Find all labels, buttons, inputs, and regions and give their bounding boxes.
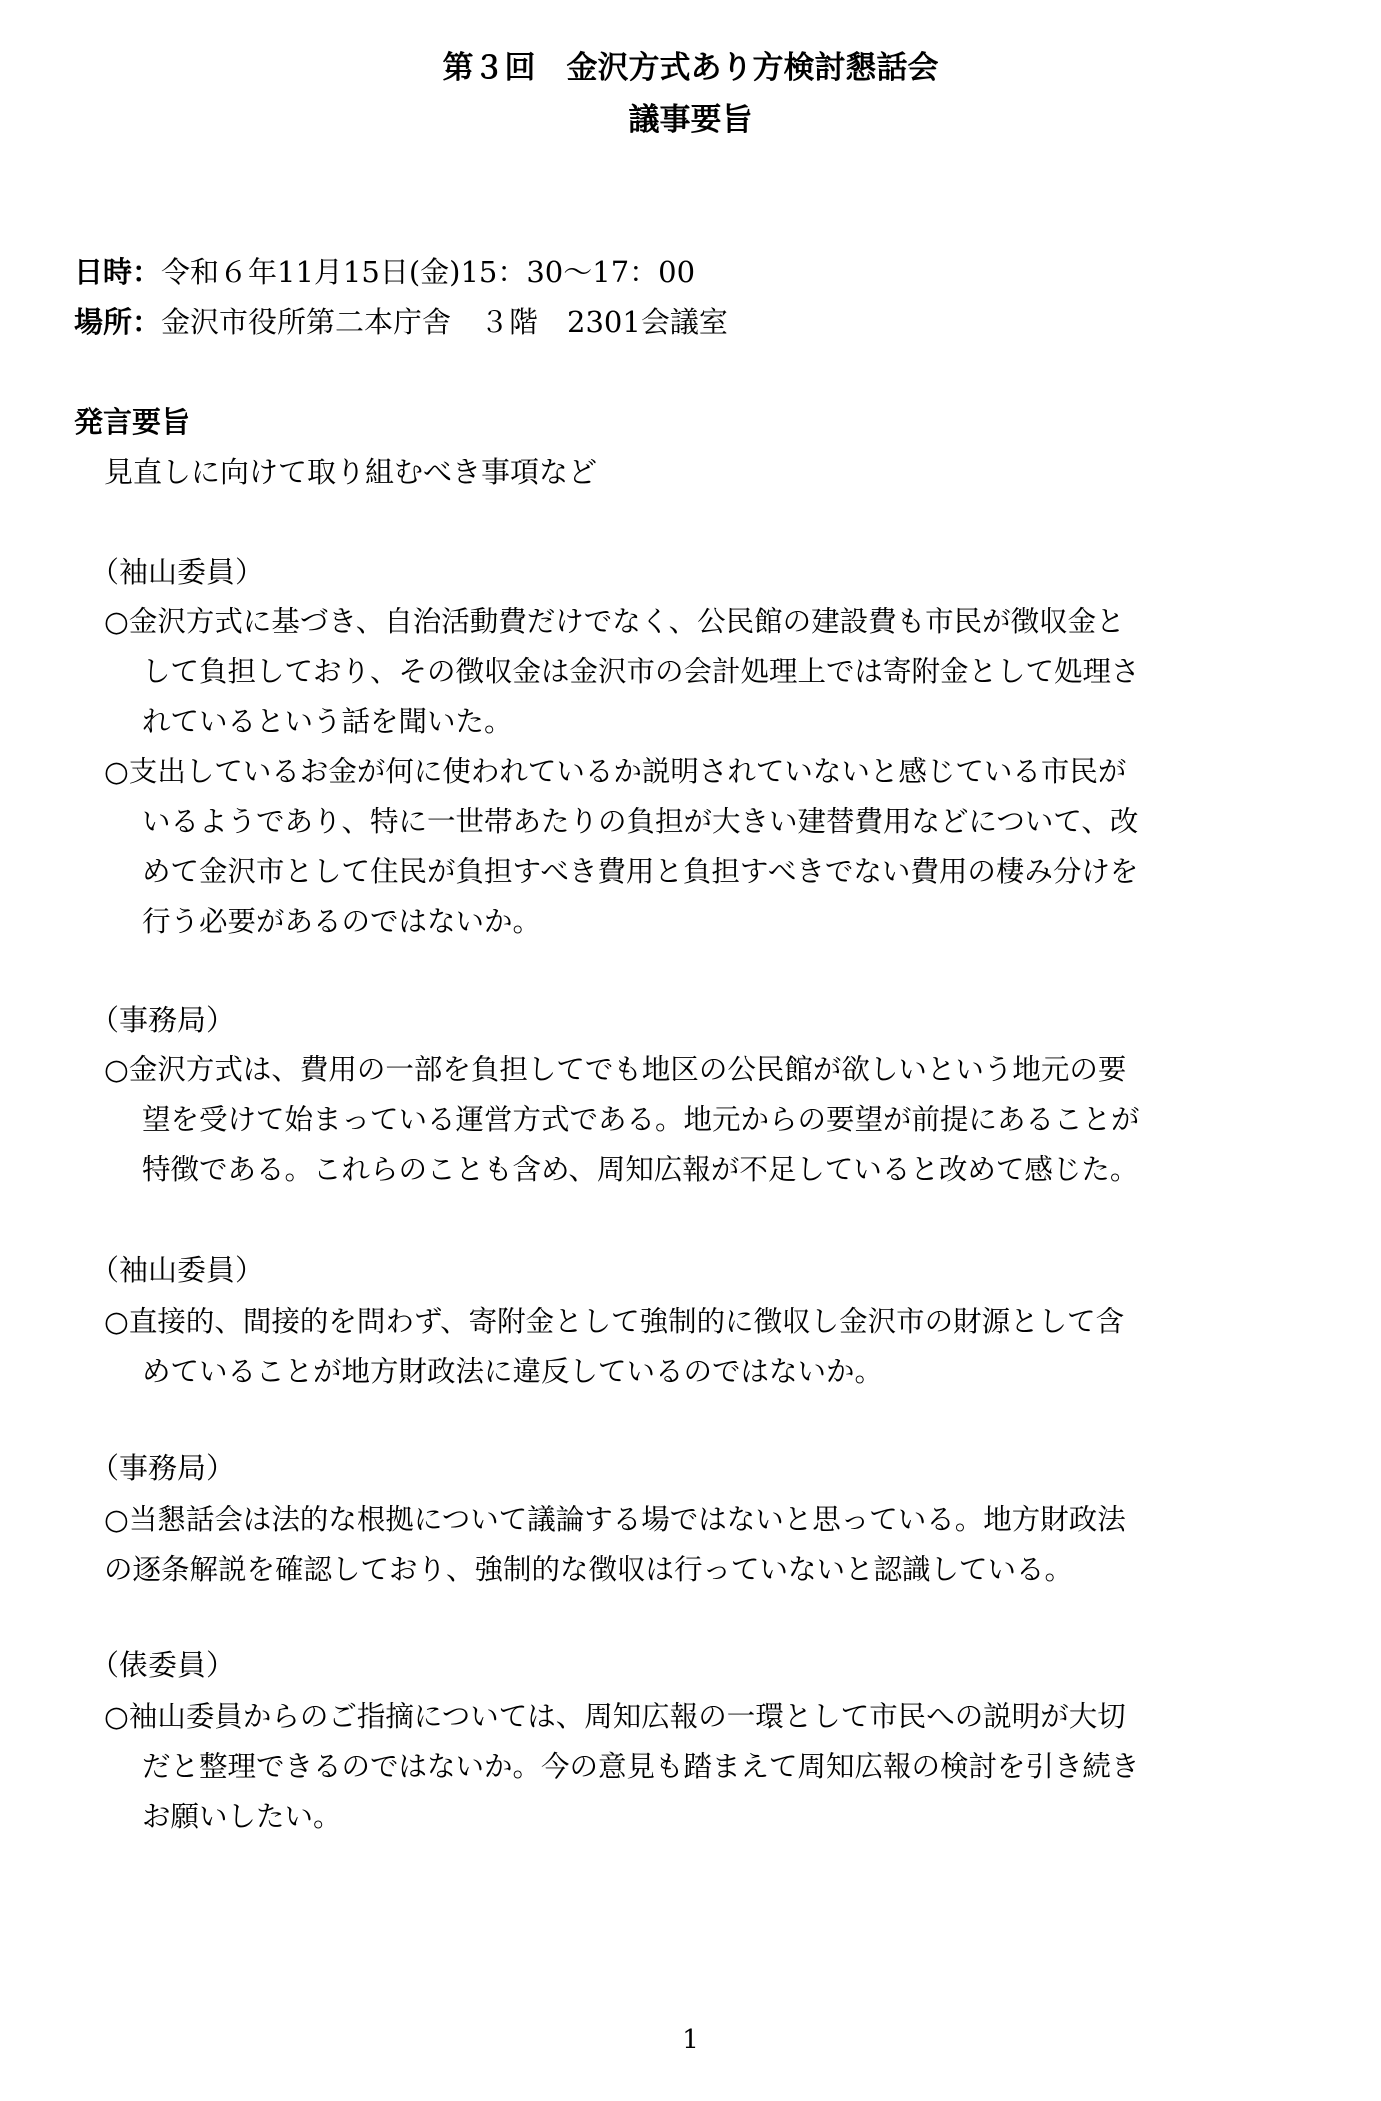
statement: [104, 1045, 1314, 1195]
statement: [104, 1495, 1314, 1595]
speaker-label: （袖山委員）: [90, 1253, 265, 1287]
statement: [104, 1297, 1314, 1397]
statement-line: して負担しており、その徴収金は金沢市の会計処理上では寄附金として処理さ: [142, 655, 1140, 688]
statement-line: 望を受けて始まっている運営方式である。地元からの要望が前提にあることが: [142, 1103, 1140, 1136]
statement-line: ○支出しているお金が何に使われているか説明されていないと感じている市民が: [104, 755, 1127, 788]
speaker-label: （事務局）: [90, 1451, 236, 1485]
statement-line: いるようであり、特に一世帯あたりの負担が大きい建替費用などについて、改: [142, 805, 1139, 838]
statement-line: お願いしたい。: [142, 1800, 342, 1833]
statement-line: れているという話を聞いた。: [142, 705, 513, 738]
statement-line: 行う必要があるのではないか。: [142, 905, 542, 938]
statement-line: めていることが地方財政法に違反しているのではないか。: [142, 1355, 884, 1388]
datetime-label: 日時：: [74, 255, 162, 289]
statement-line: ○直接的、間接的を問わず、寄附金として強制的に徴収し金沢市の財源として含: [104, 1305, 1125, 1338]
speaker-label: （袖山委員）: [90, 555, 265, 589]
statement-line: めて金沢市として住民が負担すべき費用と負担すべきでない費用の棲み分けを: [142, 855, 1139, 888]
statement-line: 特徴である。これらのことも含め、周知広報が不足していると改めて感じた。: [142, 1153, 1139, 1186]
statement: [104, 747, 1314, 947]
speaker-label: （事務局）: [90, 1003, 236, 1037]
statement-line: ○金沢方式は、費用の一部を負担してでも地区の公民館が欲しいという地元の要: [104, 1053, 1127, 1086]
speaker-label: （俵委員）: [90, 1648, 236, 1682]
statement-line: ○当懇話会は法的な根拠について議論する場ではないと思っている。地方財政法: [104, 1503, 1126, 1536]
document-title: 第３回 金沢方式あり方検討懇話会: [442, 50, 939, 86]
page-number: 1: [682, 2025, 699, 2055]
statement-line: の逐条解説を確認しており、強制的な徴収は行っていないと認識している。: [104, 1553, 1074, 1586]
place-label: 場所：: [74, 305, 162, 339]
meeting-place: [74, 302, 728, 342]
statement: [104, 597, 1314, 747]
place-value: 金沢市役所第二本庁舎 ３階 2301会議室: [161, 305, 728, 339]
statement: [104, 1692, 1314, 1842]
meeting-datetime: [74, 252, 695, 292]
statement-line: だと整理できるのではないか。今の意見も踏まえて周知広報の検討を引き続き: [142, 1750, 1140, 1783]
document-subtitle: 議事要旨: [628, 102, 753, 138]
section-heading: 発言要旨: [74, 405, 191, 439]
statement-line: ○金沢方式に基づき、自治活動費だけでなく、公民館の建設費も市民が徴収金と: [104, 605, 1125, 638]
statement-line: ○袖山委員からのご指摘については、周知広報の一環として市民への説明が大切: [104, 1700, 1126, 1733]
datetime-value: 令和６年11月15日(金)15：30～17：00: [161, 255, 696, 289]
section-subheading: 見直しに向けて取り組むべき事項など: [104, 455, 598, 489]
